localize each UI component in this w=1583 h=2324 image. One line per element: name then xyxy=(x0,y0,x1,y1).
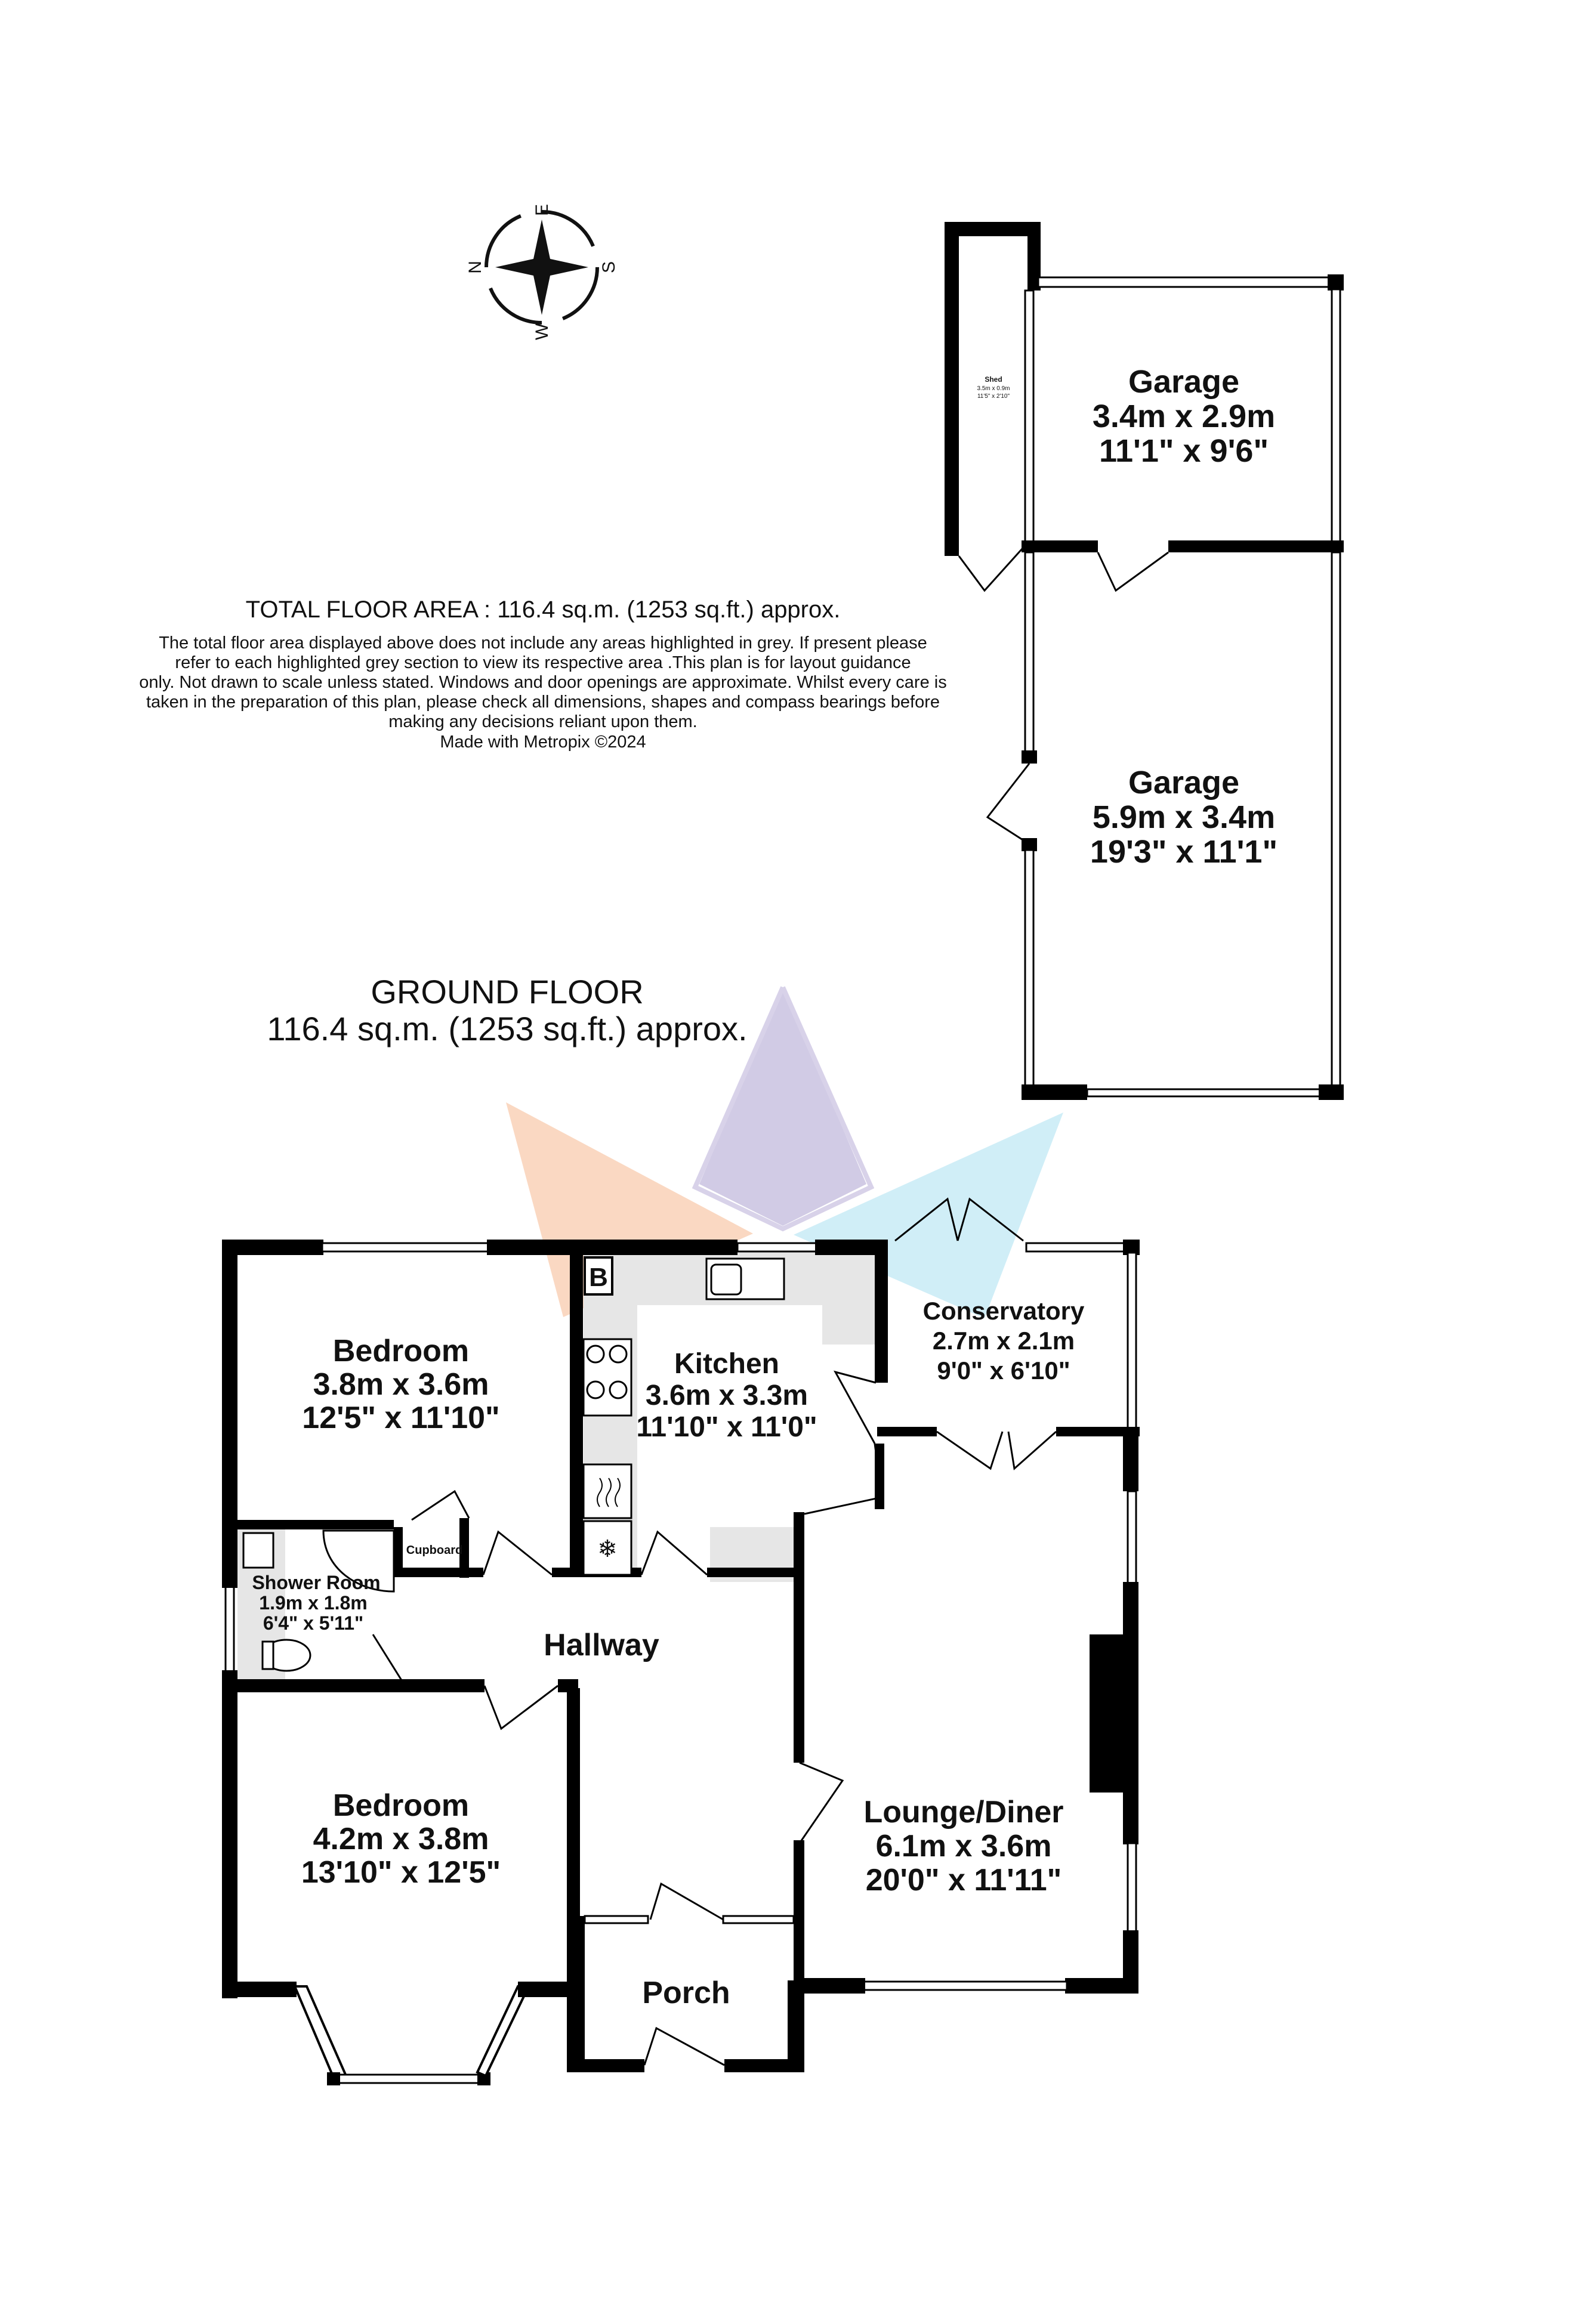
hallway-left-wall xyxy=(567,1688,580,1927)
garage1-metric: 3.4m x 2.9m xyxy=(1092,398,1276,434)
porch-front-door xyxy=(644,2028,724,2065)
garage2-bottom-right-post xyxy=(1319,1084,1344,1100)
disclaimer-text xyxy=(107,633,979,732)
hob-icon xyxy=(584,1339,631,1416)
sink-bowl xyxy=(711,1265,741,1294)
disclaimer-line: refer to each highlighted grey section to view its respective area .This plan is for layout guidance xyxy=(175,653,911,672)
conservatory-imperial: 9'0" x 6'10" xyxy=(937,1356,1070,1384)
garage-block xyxy=(945,222,1344,1100)
hall-lounge-door xyxy=(800,1763,843,1843)
compass-e: E xyxy=(532,203,552,217)
shower-room-door xyxy=(334,1634,403,1682)
room-labels xyxy=(252,1297,1085,2010)
garage1-right-window xyxy=(1332,289,1340,543)
lounge-imperial: 20'0" x 11'11" xyxy=(865,1863,1062,1897)
conservatory-right-window xyxy=(1128,1253,1136,1432)
kitchen-top-window xyxy=(738,1243,816,1251)
garage2-imperial: 19'3" x 11'1" xyxy=(1090,834,1278,870)
shower-metric: 1.9m x 1.8m xyxy=(259,1592,368,1614)
conservatory-metric: 2.7m x 2.1m xyxy=(932,1327,1075,1355)
compass-n: N xyxy=(465,261,485,274)
disclaimer-credit: Made with Metropix ©2024 xyxy=(440,733,646,752)
shed-metric: 3.5m x 0.9m xyxy=(977,385,1010,392)
garage-divider-right xyxy=(1168,540,1344,552)
bay-front-post-left xyxy=(327,2072,340,2085)
porch-left-wall xyxy=(567,1916,585,2072)
kitchen-top-right-worktop xyxy=(822,1251,880,1345)
hallway-name: Hallway xyxy=(544,1628,659,1662)
porch-bottom-wall-left xyxy=(567,2059,644,2072)
porch-right-wall xyxy=(788,1980,804,2072)
bedroom2-metric: 4.2m x 3.8m xyxy=(313,1822,489,1856)
kitchen-name: Kitchen xyxy=(674,1348,780,1380)
shed-door xyxy=(959,543,1027,591)
porch-top-window-right xyxy=(723,1916,794,1923)
snowflake-icon: ❄ xyxy=(597,1536,618,1562)
bedroom1-top-wall-left xyxy=(222,1240,323,1255)
bedroom1-metric: 3.8m x 3.6m xyxy=(313,1367,489,1402)
bay-window-left xyxy=(295,1986,346,2082)
shower-left-window xyxy=(226,1587,234,1673)
floor-name: GROUND FLOOR xyxy=(371,973,644,1010)
garage2-left-window-lower xyxy=(1025,850,1033,1089)
garage-divider-left xyxy=(1022,540,1098,552)
hob-frame xyxy=(584,1339,631,1416)
bedroom2-left-wall xyxy=(222,1688,237,1998)
garage1-top-window xyxy=(1038,277,1337,287)
cupboard-door xyxy=(412,1491,469,1520)
garage2-left-post-1 xyxy=(1022,750,1037,764)
porch-hall-door xyxy=(650,1884,723,1920)
garage1-imperial: 11'1" x 9'6" xyxy=(1098,433,1269,469)
conservatory-name: Conservatory xyxy=(922,1297,1085,1325)
lounge-metric: 6.1m x 3.6m xyxy=(875,1829,1052,1863)
lounge-right-window-2 xyxy=(1128,1843,1136,1933)
kitchen-lounge-door xyxy=(804,1444,882,1514)
garage1-top-right-post xyxy=(1328,274,1344,290)
radiator-heater-icon xyxy=(584,1464,631,1518)
cupboard-label: Cupboard xyxy=(406,1544,463,1557)
lounge-right-window-1 xyxy=(1128,1491,1136,1583)
garage2-bottom-left-post xyxy=(1022,1084,1087,1100)
garage2-side-door xyxy=(988,764,1029,844)
garage1-name: Garage xyxy=(1128,364,1240,400)
boiler-label: B xyxy=(589,1263,608,1292)
floor-area: 116.4 sq.m. (1253 sq.ft.) approx. xyxy=(267,1010,748,1047)
bedroom1-door xyxy=(483,1532,552,1575)
garage2-metric: 5.9m x 3.4m xyxy=(1092,799,1276,835)
shower-imperial: 6'4" x 5'11" xyxy=(263,1612,364,1634)
shed-outline xyxy=(945,222,959,556)
house-top-wall-mid xyxy=(487,1240,738,1255)
disclaimer-line: The total floor area displayed above does not include any areas highlighted in grey. If present please xyxy=(159,633,927,653)
shed-top-wall xyxy=(945,222,1040,236)
kitchen-conservatory-door xyxy=(835,1372,876,1444)
lounge-bottom-wall-right xyxy=(1065,1978,1138,1994)
lounge-right-wall-upper xyxy=(1123,1432,1138,1491)
kitchen-right-wall-upper xyxy=(875,1240,888,1383)
shower-basin-icon xyxy=(243,1533,273,1568)
shed-label: Shed xyxy=(985,375,1002,384)
disclaimer-line: taken in the preparation of this plan, please check all dimensions, shapes and compass bearings before xyxy=(146,693,940,712)
shower-top-wall xyxy=(237,1520,394,1529)
lounge-bottom-window xyxy=(864,1982,1067,1990)
bedroom2-top-wall-left xyxy=(222,1679,485,1692)
bedroom2-bottom-left-wall xyxy=(222,1982,297,1997)
bedroom2-door xyxy=(485,1686,558,1729)
bedroom1-kitchen-wall xyxy=(570,1251,583,1574)
porch-name: Porch xyxy=(642,1976,730,2010)
hallway-top-wall-left xyxy=(394,1568,483,1577)
bedroom1-imperial: 12'5" x 11'10" xyxy=(302,1401,500,1435)
bedroom1-left-wall xyxy=(222,1240,237,1532)
disclaimer-line: making any decisions reliant upon them. xyxy=(388,712,698,731)
house-left-wall-mid xyxy=(222,1527,237,1588)
garage2-left-window-upper xyxy=(1025,552,1033,758)
total-floor-area-title: TOTAL FLOOR AREA : 116.4 sq.m. (1253 sq.ft.) approx. xyxy=(245,597,841,623)
shed-imperial: 11'5" x 2'10" xyxy=(977,393,1010,400)
compass-star-icon xyxy=(495,220,588,315)
bay-window-front xyxy=(338,2075,482,2083)
lounge-name: Lounge/Diner xyxy=(863,1795,1064,1829)
conservatory-lounge-door xyxy=(937,1432,1056,1469)
garage2-bottom-door xyxy=(1087,1089,1326,1096)
toilet-cistern xyxy=(263,1642,273,1669)
compass-w: W xyxy=(532,323,552,341)
floor-heading xyxy=(263,974,752,1047)
bay-window-right xyxy=(477,1986,529,2076)
kitchen-door xyxy=(641,1532,707,1575)
conservatory-bottom-wall-left xyxy=(877,1427,937,1436)
garage-divider-door xyxy=(1098,552,1168,591)
bedroom1-top-window xyxy=(322,1243,488,1251)
hallway-top-wall-right xyxy=(707,1568,797,1577)
lounge-left-wall xyxy=(794,1512,804,1763)
kitchen-imperial: 11'10" x 11'0" xyxy=(636,1411,817,1443)
disclaimer-line: only. Not drawn to scale unless stated. Windows and door openings are approximate. Whilst every care is xyxy=(139,673,947,692)
porch-bottom-wall-right xyxy=(724,2059,804,2072)
bedroom2-imperial: 13'10" x 12'5" xyxy=(301,1855,501,1890)
bedroom2-name: Bedroom xyxy=(332,1788,470,1823)
garage2-name: Garage xyxy=(1128,765,1240,801)
compass-s: S xyxy=(599,261,619,274)
conservatory-top-window xyxy=(1026,1243,1136,1251)
porch-top-window-left xyxy=(585,1916,648,1923)
lounge-left-wall-lower xyxy=(794,1840,804,1983)
garage1-left-window xyxy=(1025,290,1033,544)
compass xyxy=(465,204,619,340)
shower-name: Shower Room xyxy=(252,1572,381,1593)
kitchen-metric: 3.6m x 3.3m xyxy=(645,1380,809,1411)
bedroom1-name: Bedroom xyxy=(332,1334,470,1368)
garage2-right-window xyxy=(1332,552,1340,1089)
lounge-chimney-breast xyxy=(1090,1634,1125,1793)
